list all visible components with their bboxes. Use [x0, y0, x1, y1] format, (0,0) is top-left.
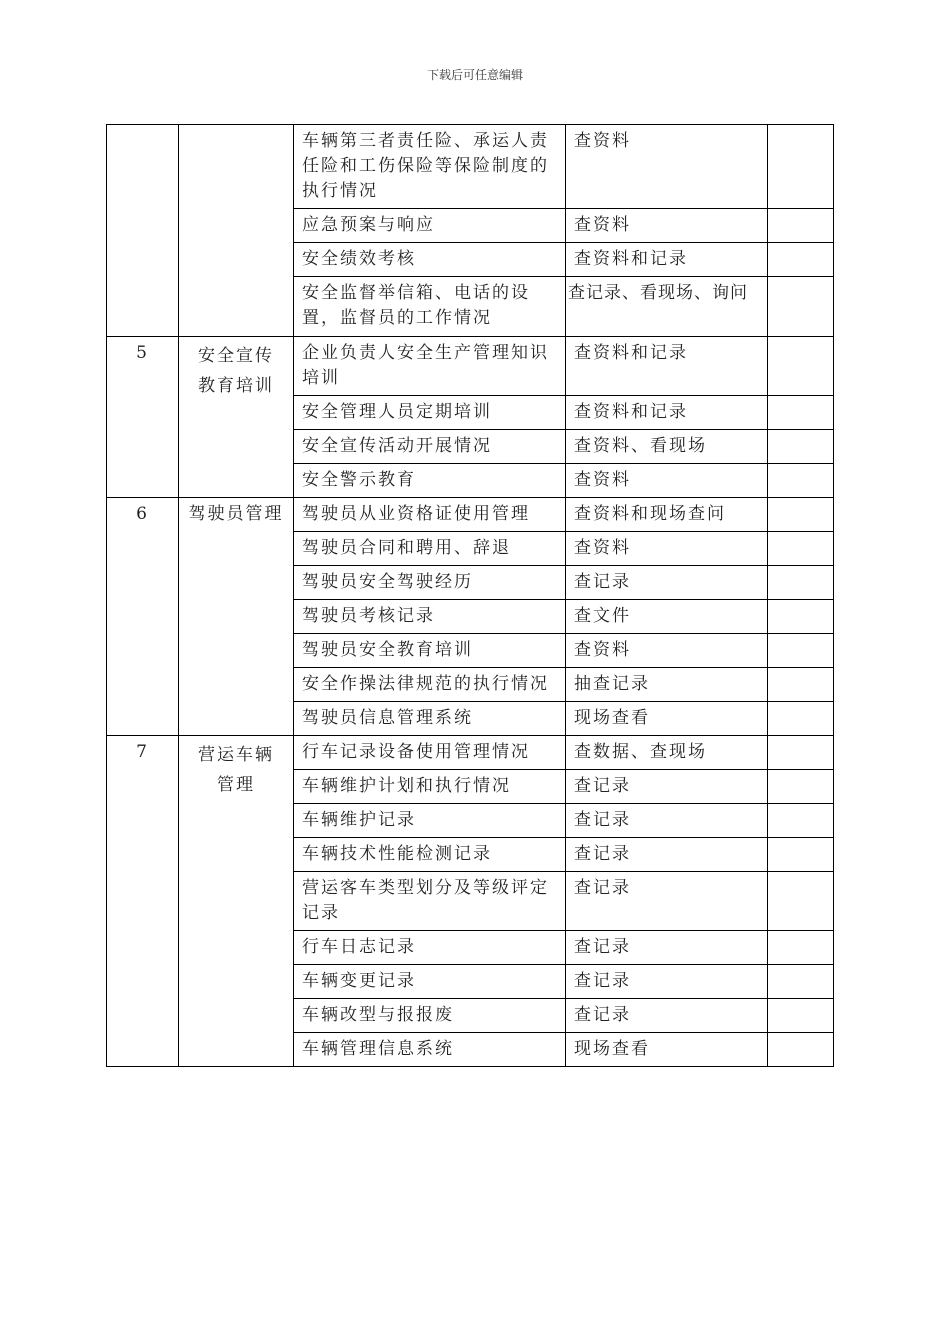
item-content: 车辆变更记录	[294, 965, 566, 999]
item-content: 车辆技术性能检测记录	[294, 838, 566, 872]
result-cell[interactable]	[768, 125, 834, 209]
result-cell[interactable]	[768, 209, 834, 243]
item-method: 现场查看	[566, 1033, 768, 1067]
inspection-table	[106, 124, 834, 1067]
item-method: 查数据、查现场	[566, 736, 768, 770]
result-cell[interactable]	[768, 566, 834, 600]
result-cell[interactable]	[768, 770, 834, 804]
result-cell[interactable]	[768, 498, 834, 532]
item-content: 驾驶员考核记录	[294, 600, 566, 634]
item-method: 查记录	[566, 566, 768, 600]
item-method: 查记录	[566, 931, 768, 965]
result-cell[interactable]	[768, 430, 834, 464]
item-content: 行车日志记录	[294, 931, 566, 965]
item-content: 安全宣传活动开展情况	[294, 430, 566, 464]
result-cell[interactable]	[768, 1033, 834, 1067]
result-cell[interactable]	[768, 804, 834, 838]
item-content: 安全作操法律规范的执行情况	[294, 668, 566, 702]
item-method: 查资料和记录	[566, 243, 768, 277]
result-cell[interactable]	[768, 464, 834, 498]
item-content: 车辆第三者责任险、承运人责任险和工伤保险等保险制度的执行情况	[294, 125, 566, 209]
group-category: 驾驶员管理	[179, 498, 294, 736]
item-content: 安全管理人员定期培训	[294, 396, 566, 430]
result-cell[interactable]	[768, 600, 834, 634]
item-content: 驾驶员安全驾驶经历	[294, 566, 566, 600]
item-content: 车辆改型与报报废	[294, 999, 566, 1033]
item-content: 应急预案与响应	[294, 209, 566, 243]
table-row	[107, 125, 834, 209]
result-cell[interactable]	[768, 702, 834, 736]
group-number: 6	[107, 498, 179, 736]
result-cell[interactable]	[768, 999, 834, 1033]
group-number: 7	[107, 736, 179, 1067]
item-content: 驾驶员从业资格证使用管理	[294, 498, 566, 532]
group-category: 营运车辆管理	[179, 736, 294, 1067]
item-method: 查记录	[566, 999, 768, 1033]
result-cell[interactable]	[768, 277, 834, 337]
item-method: 查记录、看现场、询问	[566, 277, 768, 337]
result-cell[interactable]	[768, 736, 834, 770]
item-content: 驾驶员信息管理系统	[294, 702, 566, 736]
item-method: 查资料	[566, 125, 768, 209]
item-method: 查记录	[566, 770, 768, 804]
item-method: 查记录	[566, 872, 768, 931]
item-method: 查资料、看现场	[566, 430, 768, 464]
result-cell[interactable]	[768, 965, 834, 999]
item-method: 抽查记录	[566, 668, 768, 702]
item-method: 查记录	[566, 804, 768, 838]
item-method: 查资料和现场查问	[566, 498, 768, 532]
item-content: 营运客车类型划分及等级评定记录	[294, 872, 566, 931]
result-cell[interactable]	[768, 634, 834, 668]
result-cell[interactable]	[768, 337, 834, 396]
item-method: 查资料和记录	[566, 396, 768, 430]
table-row	[107, 498, 834, 532]
result-cell[interactable]	[768, 668, 834, 702]
item-method: 查记录	[566, 965, 768, 999]
item-content: 驾驶员合同和聘用、辞退	[294, 532, 566, 566]
result-cell[interactable]	[768, 243, 834, 277]
item-content: 安全监督举信箱、电话的设置，监督员的工作情况	[294, 277, 566, 337]
table-row	[107, 736, 834, 770]
item-content: 安全绩效考核	[294, 243, 566, 277]
item-method: 现场查看	[566, 702, 768, 736]
item-content: 驾驶员安全教育培训	[294, 634, 566, 668]
item-method: 查资料	[566, 464, 768, 498]
table-row	[107, 337, 834, 396]
item-method: 查资料	[566, 634, 768, 668]
item-content: 车辆维护记录	[294, 804, 566, 838]
result-cell[interactable]	[768, 872, 834, 931]
result-cell[interactable]	[768, 931, 834, 965]
result-cell[interactable]	[768, 396, 834, 430]
item-content: 企业负责人安全生产管理知识培训	[294, 337, 566, 396]
group-category	[179, 125, 294, 337]
item-method: 查资料	[566, 532, 768, 566]
item-method: 查文件	[566, 600, 768, 634]
result-cell[interactable]	[768, 838, 834, 872]
group-category: 安全宣传教育培训	[179, 337, 294, 498]
group-number: 5	[107, 337, 179, 498]
result-cell[interactable]	[768, 532, 834, 566]
item-method: 查资料和记录	[566, 337, 768, 396]
page-header: 下载后可任意编辑	[426, 68, 523, 82]
item-content: 行车记录设备使用管理情况	[294, 736, 566, 770]
item-content: 车辆维护计划和执行情况	[294, 770, 566, 804]
item-method: 查资料	[566, 209, 768, 243]
item-content: 安全警示教育	[294, 464, 566, 498]
item-content: 车辆管理信息系统	[294, 1033, 566, 1067]
group-number	[107, 125, 179, 337]
item-method: 查记录	[566, 838, 768, 872]
